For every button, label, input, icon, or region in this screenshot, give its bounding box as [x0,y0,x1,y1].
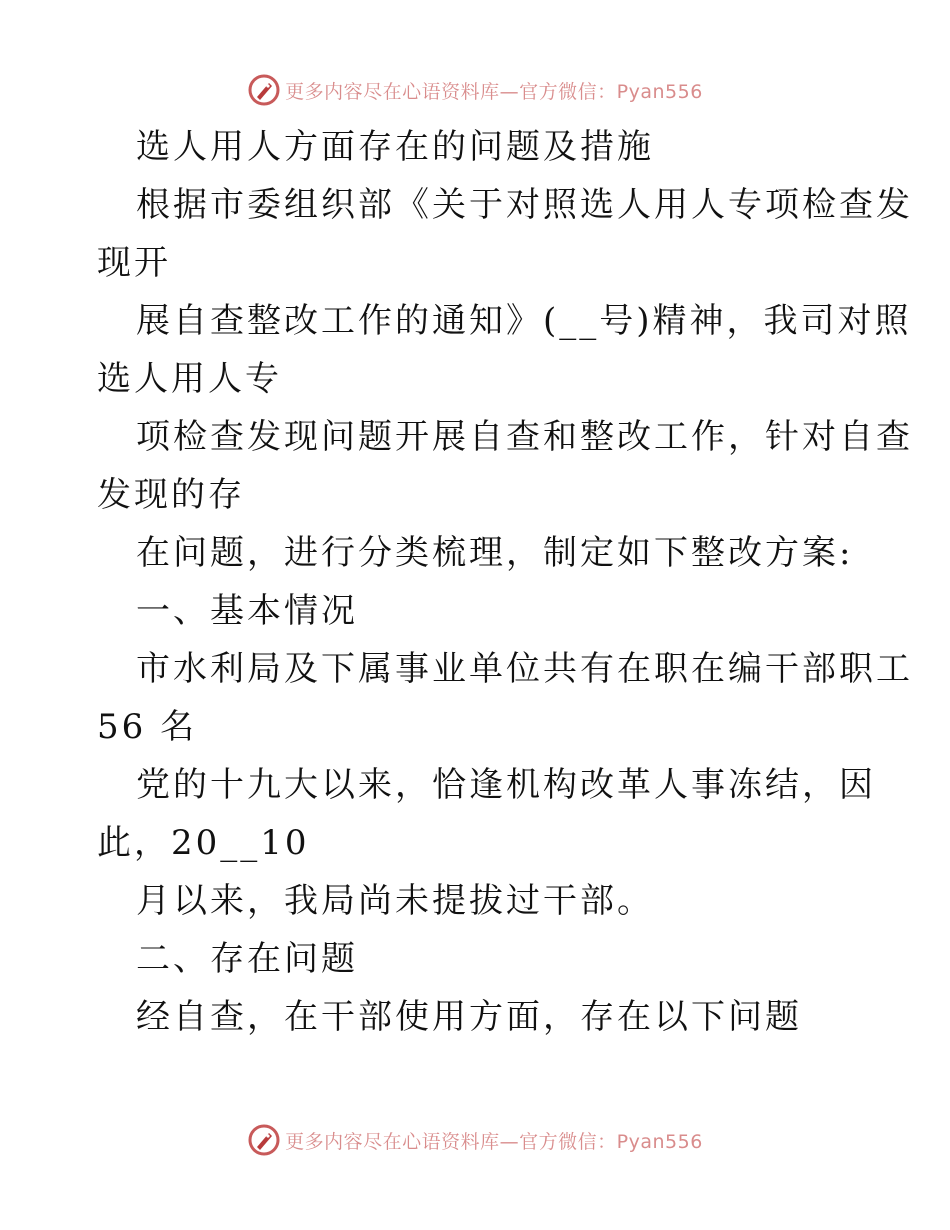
paragraph-line: 月以来，我局尚未提拔过干部。 [136,881,654,921]
pen-nib-circle-icon [247,73,281,107]
paragraph-line: 经自查，在干部使用方面，存在以下问题 [136,997,802,1037]
paragraph-line: 党的十九大以来，恰逢机构改革人事冻结，因 [136,765,876,805]
pen-nib-circle-icon [247,1123,281,1157]
paragraph-line: 选人用人专 [97,359,282,399]
paragraph-line: 现开 [97,243,171,283]
section-heading: 二、存在问题 [136,939,358,979]
footer-watermark [0,1120,950,1160]
watermark-text: 更多内容尽在心语资料库—官方微信：Pyan556 [285,80,703,103]
paragraph-line: 此，20__10 [97,823,310,863]
paragraph-line: 根据市委组织部《关于对照选人用人专项检查发 [136,185,913,225]
watermark-text: 更多内容尽在心语资料库—官方微信：Pyan556 [285,1130,703,1153]
paragraph-line: 56 名 [97,707,198,747]
header-watermark [0,70,950,110]
paragraph-line: 发现的存 [97,475,245,515]
paragraph-line: 在问题，进行分类梳理，制定如下整改方案: [136,533,854,573]
section-heading: 一、基本情况 [136,591,358,631]
paragraph-line: 市水利局及下属事业单位共有在职在编干部职工 [136,649,913,689]
document-title: 选人用人方面存在的问题及措施 [136,127,654,167]
paragraph-line: 展自查整改工作的通知》(__号)精神，我司对照 [136,301,912,341]
paragraph-line: 项检查发现问题开展自查和整改工作，针对自查 [136,417,913,457]
